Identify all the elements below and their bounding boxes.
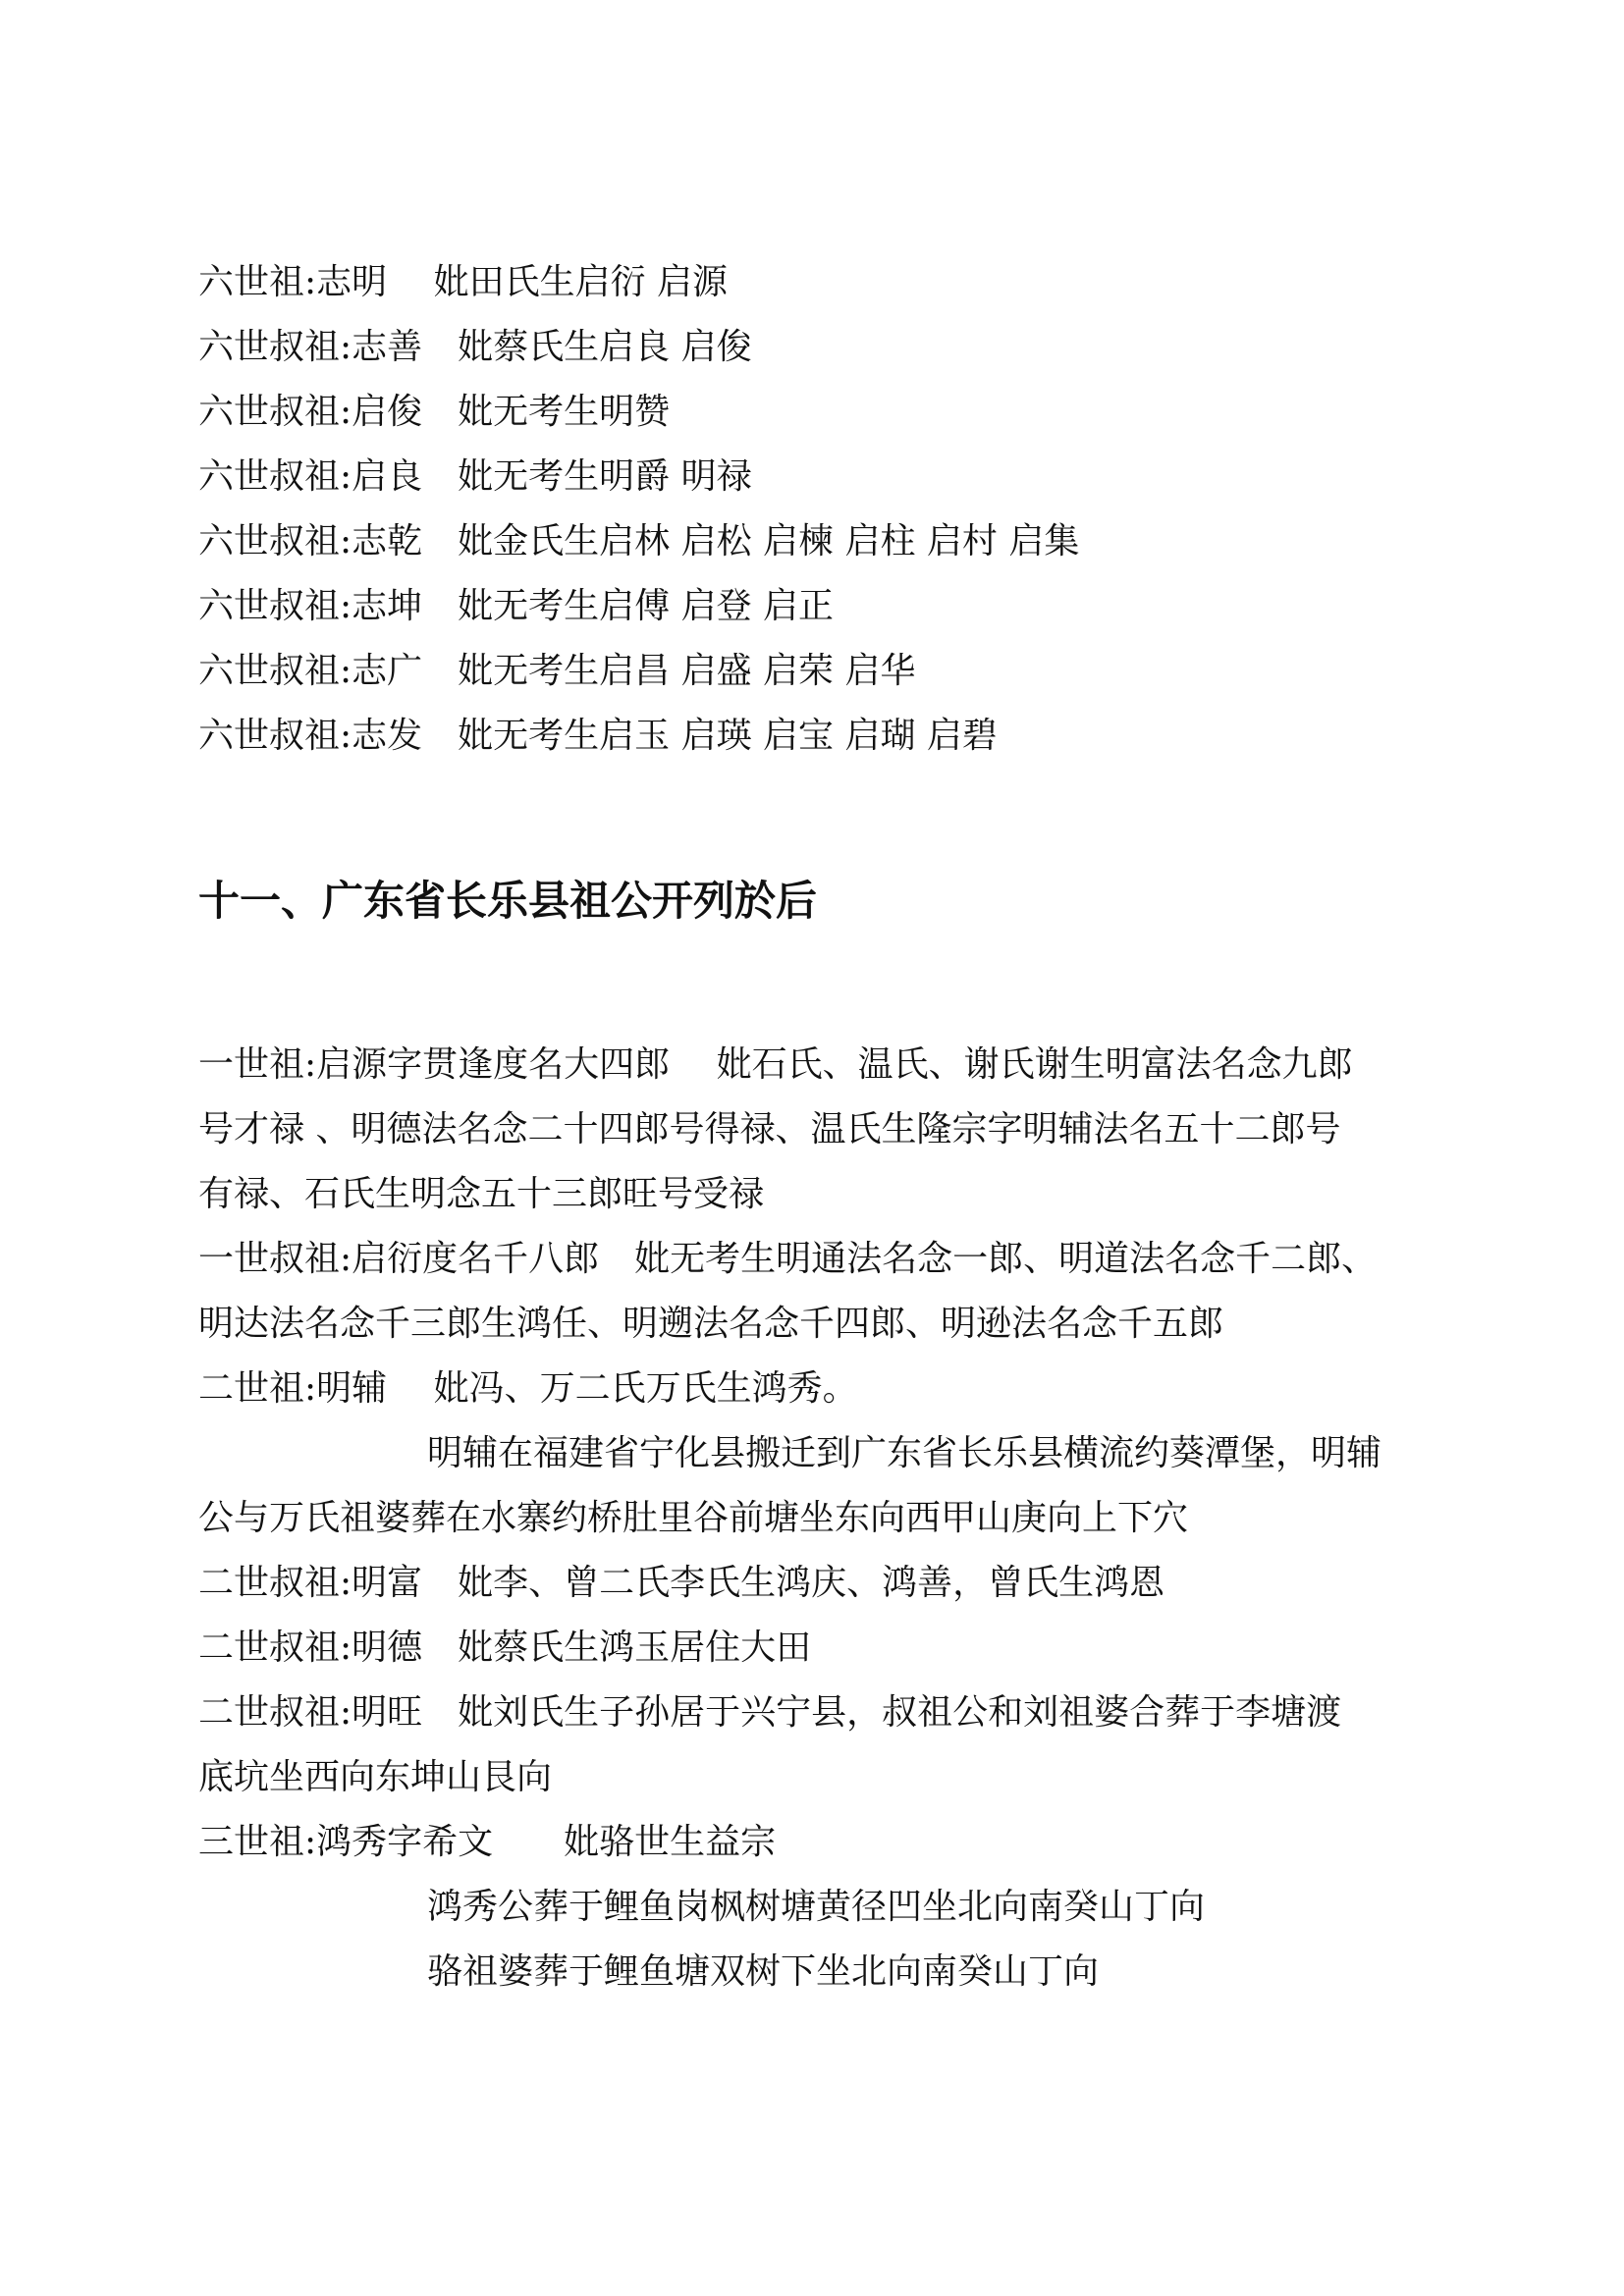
genealogy-line: 公与万氏祖婆葬在水寨约桥肚里谷前塘坐东向西甲山庚向上下穴: [198, 1498, 1189, 1538]
genealogy-line: 一世祖:启源字贯逢度名大四郎 妣石氏、温氏、谢氏谢生明富法名念九郎: [198, 1044, 1353, 1085]
genealogy-line: 六世叔祖:启良 妣无考生明爵 明禄: [198, 456, 752, 497]
genealogy-note-line: 鸿秀公葬于鲤鱼岗枫树塘黄径凹坐北向南癸山丁向: [427, 1887, 1206, 1927]
genealogy-line: 号才禄 、明德法名念二十四郎号得禄、温氏生隆宗字明辅法名五十二郎号: [198, 1109, 1341, 1149]
section-heading: 十一、广东省长乐县祖公开列於后: [198, 877, 818, 925]
genealogy-line: 六世叔祖:志坤 妣无考生启傅 启登 启正: [198, 586, 835, 626]
genealogy-line: 六世叔祖:启俊 妣无考生明赞: [198, 392, 671, 432]
genealogy-line: 六世叔祖:志乾 妣金氏生启林 启松 启楝 启柱 启村 启集: [198, 521, 1080, 561]
genealogy-line: 明达法名念千三郎生鸿任、明遡法名念千四郎、明逊法名念千五郎: [198, 1304, 1224, 1344]
genealogy-line: 六世叔祖:志发 妣无考生启玉 启瑛 启宝 启瑚 启碧: [198, 716, 998, 756]
genealogy-line: 有禄、石氏生明念五十三郎旺号受禄: [198, 1174, 765, 1214]
genealogy-line: 二世叔祖:明富 妣李、曾二氏李氏生鸿庆、鸿善，曾氏生鸿恩: [198, 1563, 1165, 1603]
genealogy-line: 二世祖:明辅 妣冯、万二氏万氏生鸿秀。: [198, 1368, 858, 1409]
genealogy-note-line: 明辅在福建省宁化县搬迁到广东省长乐县横流约葵潭堡，明辅: [427, 1433, 1382, 1473]
genealogy-line: 六世叔祖:志善 妣蔡氏生启良 启俊: [198, 327, 752, 367]
genealogy-line: 六世祖:志明 妣田氏生启衍 启源: [198, 262, 729, 302]
genealogy-line: 三世祖:鸿秀字希文 妣骆世生益宗: [198, 1822, 777, 1862]
genealogy-line: 一世叔祖:启衍度名千八郎 妣无考生明通法名念一郎、明道法名念千二郎、: [198, 1239, 1378, 1279]
genealogy-line: 二世叔祖:明旺 妣刘氏生子孙居于兴宁县，叔祖公和刘祖婆合葬于李塘渡: [198, 1692, 1342, 1733]
genealogy-line: 二世叔祖:明德 妣蔡氏生鸿玉居住大田: [198, 1628, 812, 1668]
genealogy-note-line: 骆祖婆葬于鲤鱼塘双树下坐北向南癸山丁向: [427, 1951, 1100, 1992]
genealogy-line: 底坑坐西向东坤山艮向: [198, 1757, 553, 1797]
genealogy-line: 六世叔祖:志广 妣无考生启昌 启盛 启荣 启华: [198, 651, 916, 691]
